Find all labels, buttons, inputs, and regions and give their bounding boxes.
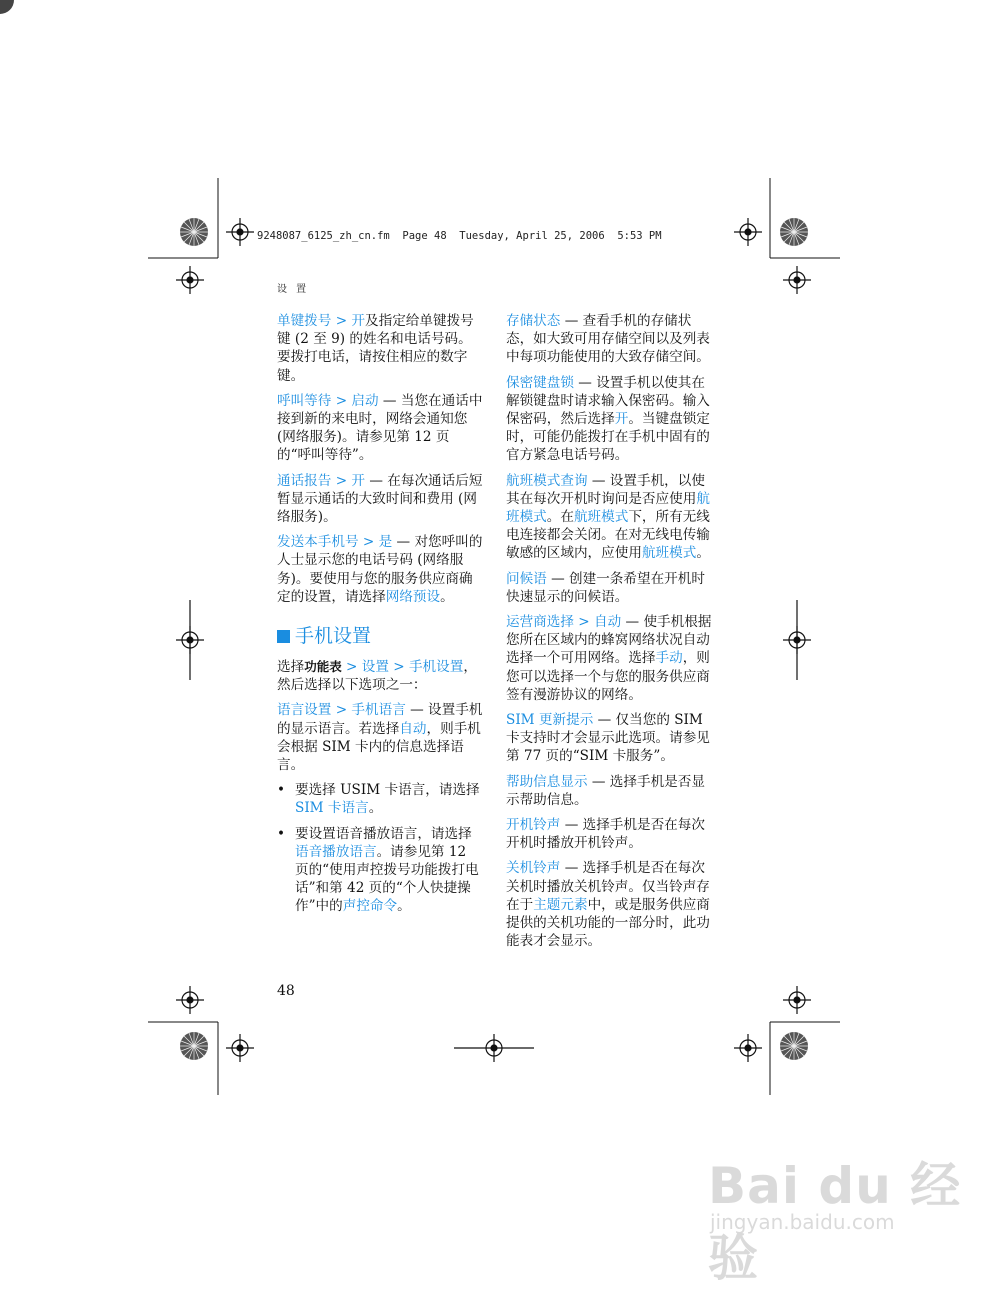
section-heading: 手机设置 xyxy=(277,624,483,648)
send-my-id-link: 发送本手机号 > 是 xyxy=(277,534,393,551)
running-header: 设 置 xyxy=(277,284,310,295)
watermark-brand: Bai du 经验 xyxy=(708,1157,962,1287)
watermark-url: jingyan.baidu.com xyxy=(710,1210,895,1234)
operator-selection-paragraph: 运营商选择 > 自动 — 使手机根据您所在区域内的蜂窝网络状况自动选择一个可用网络。选择手动，则您可以选择一个与您的服务供应商签有漫游协议的网络。 xyxy=(506,614,712,703)
watermark xyxy=(688,1128,978,1287)
language-settings-link: 语言设置 > 手机语言 xyxy=(277,702,406,719)
help-text-paragraph: 帮助信息显示 — 选择手机是否显示帮助信息。 xyxy=(506,773,705,808)
page-number: 48 xyxy=(277,983,295,999)
menu-path-paragraph: 选择功能表 > 设置 > 手机设置，然后选择以下选项之一： xyxy=(277,659,477,694)
bullet-list xyxy=(277,781,483,915)
call-waiting-link: 呼叫等待 > 启动 xyxy=(277,392,379,409)
flight-query-paragraph: 航班模式查询 — 设置手机，以使其在每次开机时询问是否应使用航班模式。在航班模式下，所有无线电连接都会关闭。在对无线电传输敏感的区域内，应使用航班模式。 xyxy=(506,472,710,562)
call-summary-paragraph: 通话报告 > 开 — 在每次通话后短暂显示通话的大致时间和费用 (网络服务)。 xyxy=(277,472,483,526)
startup-tone-paragraph: 开机铃声 — 选择手机是否在每次开机时播放开机铃声。 xyxy=(506,817,705,852)
sim-update-paragraph: SIM 更新提示 — 仅当您的 SIM 卡支持时才会显示此选项。请参见第 77 页的“SIM 卡服务”。 xyxy=(506,712,710,765)
call-waiting-paragraph: 呼叫等待 > 启动 — 当您在通话中接到新的来电时，网络会通知您 (网络服务)。请参见第 12 页的“呼叫等待”。 xyxy=(277,392,483,464)
speed-dial-paragraph: 单键拨号 > 开及指定给单键拨号键 (2 至 9) 的姓名和电话号码。要拨打电话，请按住相应的数字键。 xyxy=(277,313,474,384)
send-my-id-paragraph: 发送本手机号 > 是 — 对您呼叫的人士显示您的电话号码 (网络服务)。要使用与您的服务供应商确定的设置，请选择网络预设。 xyxy=(277,534,483,605)
memory-status-paragraph: 存储状态 — 查看手机的存储状态，如大致可用存储空间以及列表中每项功能使用的大致存储空间。 xyxy=(506,313,710,366)
left-column xyxy=(277,312,483,923)
list-item: • 要选择 USIM 卡语言，请选择SIM 卡语言。 xyxy=(277,781,483,817)
speed-dial-link: 单键拨号 > 开 xyxy=(277,313,366,329)
call-summary-link: 通话报告 > 开 xyxy=(277,472,366,489)
language-settings-paragraph: 语言设置 > 手机语言 — 设置手机的显示语言。若选择自动，则手机会根据 SIM 卡内的信息选择语言。 xyxy=(277,702,483,774)
list-item: • 要设置语音播放语言，请选择语音播放语言。请参见第 12 页的“使用声控拨号功能拨打电话”和第 42 页的“个人快捷操作”中的声控命令。 xyxy=(277,825,483,916)
file-info-line: 9248087_6125_zh_cn.fm Page 48 Tuesday, April 25, 2006 5:53 PM xyxy=(257,230,662,242)
square-bullet-icon xyxy=(277,630,290,643)
security-keyguard-paragraph: 保密键盘锁 — 设置手机以使其在解锁键盘时请求输入保密码。输入保密码，然后选择开。当键盘锁定时，可能仍能拨打在手机中固有的官方紧急电话号码。 xyxy=(506,374,710,464)
right-column xyxy=(506,312,712,958)
welcome-note-paragraph: 问候语 — 创建一条希望在开机时快速显示的问候语。 xyxy=(506,570,705,605)
shutdown-tone-paragraph: 关机铃声 — 选择手机是否在每次关机时播放关机铃声。仅当铃声存在于主题元素中，或是服务供应商提供的关机功能的一部分时，此功能表才会显示。 xyxy=(506,860,710,950)
